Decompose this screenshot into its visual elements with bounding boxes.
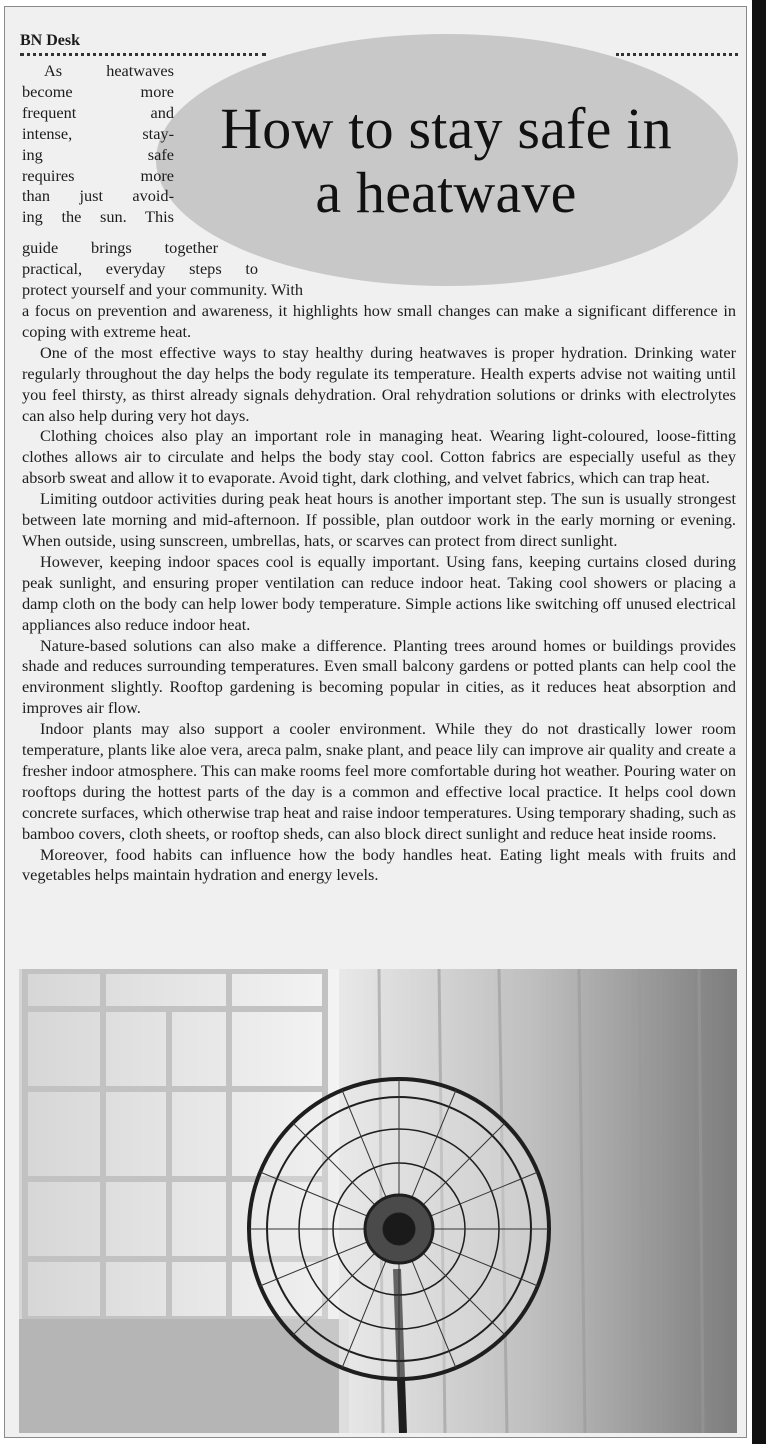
paragraph-2: One of the most effective ways to stay healthy during heatwaves is proper hydration. Drinking water regularly throughout the day helps the body regulate its temperature. Health experts advise not waiting until you feel thirsty, as thirst already signals dehydration. Oral rehydration solutions or drinks with electrolytes can also help during very hot days. [22,342,736,425]
lead-line: guide brings together [22,238,218,257]
paragraph-6: Nature-based solutions can also make a difference. Planting trees around homes or buildings provides shade and reduces surrounding temperatures. Even small balcony gardens or potted plants can help cool the environment slightly. Rooftop gardening is becoming popular in cities, as it reduces heat absorption and improves air flow. [22,635,736,718]
paragraph-4: Limiting outdoor activities during peak heat hours is another important step. The sun is usually strongest between late morning and mid-afternoon. If possible, plan outdoor work in the early morning or evening. When outside, using sunscreen, umbrellas, hats, or scarves can protect from direct sunlight. [22,489,736,550]
paragraph-7: Indoor plants may also support a cooler environment. While they do not drastically lower room temperature, plants like aloe vera, areca palm, snake plant, and peace lily can improve air quality and create a fresher indoor atmosphere. This can make rooms feel more comfortable during hot weather. Pouring water on rooftops during the hottest parts of the day is a common and effective local practice. It helps cool down concrete surfaces, which otherwise trap heat and raise indoor temperatures. Using temporary shading, such as bamboo covers, cloth sheets, or rooftop sheds, can also block direct sunlight and reduce heat inside rooms. [22,719,736,843]
lead-line: requires more [22,165,174,185]
article-frame [4,6,747,1438]
lead-continuation-2 [22,259,258,280]
headline [162,97,730,225]
lead-line: ing safe [22,144,174,164]
lead-line: than just avoid- [22,186,174,206]
lead-line: ing the sun. This [22,207,174,227]
headline-line-2: a heatwave [315,160,577,225]
lead-line: practical, everyday steps to [22,259,258,278]
headline-line-1: How to stay safe in [220,96,672,161]
lead-line: intense, stay- [22,123,174,143]
lead-continuation-3 [22,280,366,301]
lead-line: become more [22,81,174,101]
lead-line: protect yourself and your community. With [22,280,304,299]
article-content [16,31,736,885]
byline: BN Desk [20,32,81,49]
paragraph-8: Moreover, food habits can influence how the body handles heat. Eating light meals with fruits and vegetables helps maintain hydration and energy levels. [22,844,736,885]
article-body [22,301,736,886]
page-edge-bar [752,0,766,1444]
paragraph-1: a focus on prevention and awareness, it highlights how small changes can make a significant difference in coping with extreme heat. [22,301,736,341]
paragraph-3: Clothing choices also play an important role in managing heat. Wearing light-coloured, loose-fitting clothes allows air to circulate and helps the body stay cool. Cotton fabrics are especially useful as they absorb sweat and allow it to evaporate. Avoid tight, dark clothing, and velvet fabrics, which can trap heat. [22,426,736,488]
lead-continuation-1 [22,238,218,259]
dotted-rule-left [20,53,266,60]
lead-line: As heatwaves [44,61,174,80]
fan-photo [19,969,737,1433]
paragraph-5: However, keeping indoor spaces cool is equally important. Using fans, keeping curtains closed during peak sunlight, and ensuring proper ventilation can reduce indoor heat. Taking cool showers or placing a damp cloth on the body can help lower body temperature. Simple actions like switching off unused electrical appliances also reduce indoor heat. [22,551,736,634]
lead-column [22,61,174,228]
lead-line: frequent and [22,102,174,122]
dotted-rule-right [616,53,738,60]
